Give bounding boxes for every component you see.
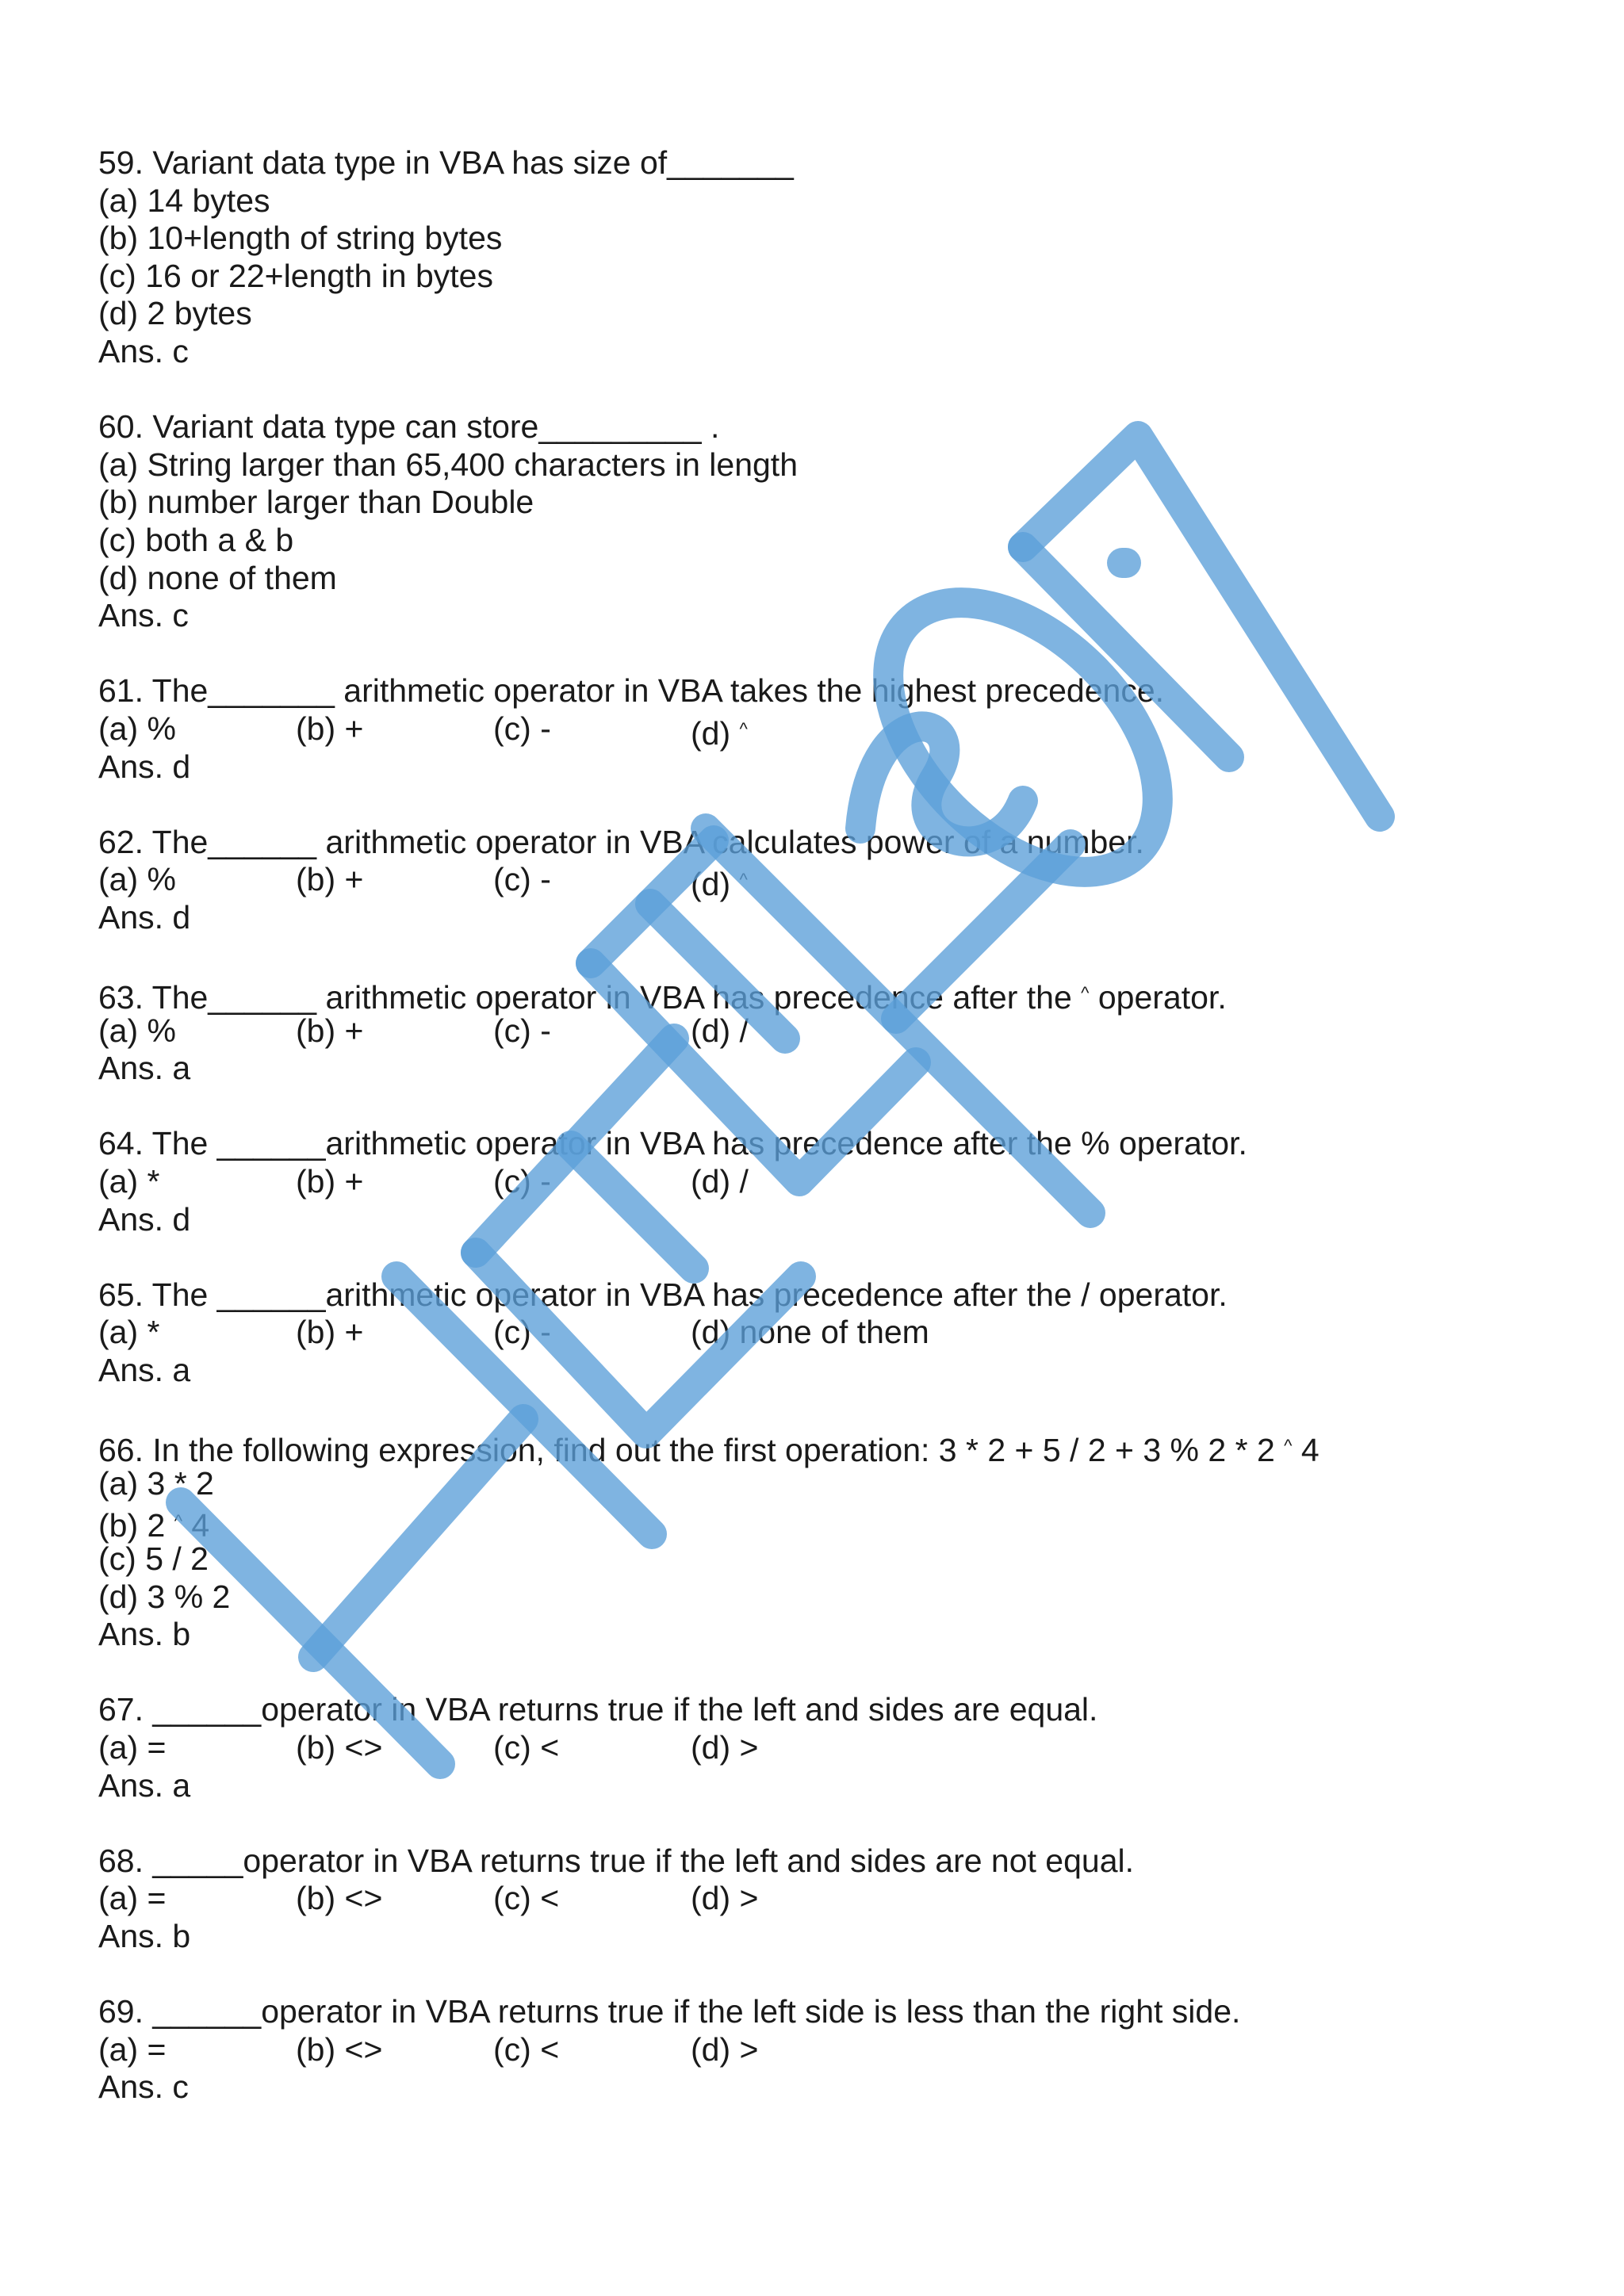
answer: Ans. b [98, 1616, 191, 1653]
answer: Ans. a [98, 1352, 191, 1388]
option: (b) + [296, 1163, 364, 1200]
question-block [98, 1843, 1526, 1956]
options-row [98, 1729, 1526, 1767]
option: (c) 5 / 2 [98, 1540, 209, 1577]
answer: Ans. c [98, 2068, 189, 2106]
option: (d) / [691, 1012, 749, 1049]
option: (c) - [493, 1314, 551, 1351]
answer: Ans. a [98, 1766, 191, 1804]
answer: Ans. a [98, 1050, 191, 1087]
option: (a) = [98, 1728, 167, 1766]
answer: Ans. d [98, 1200, 191, 1238]
option: (c) - [493, 710, 551, 747]
answer: Ans. b [98, 1917, 191, 1954]
question-text: 60. Variant data type can store_________ . [98, 408, 720, 446]
option: (b) + [296, 1012, 364, 1049]
option: (c) < [493, 1728, 560, 1766]
question-block [98, 672, 1526, 786]
question-list [98, 144, 1526, 2144]
option: (a) = [98, 1880, 167, 1917]
option: (c) - [493, 1012, 551, 1049]
question-text: 59. Variant data type in VBA has size of_______ [98, 144, 794, 181]
question-block [98, 824, 1526, 937]
option: (d) 2 bytes [98, 295, 252, 332]
option: (b) + [296, 1314, 364, 1351]
option: (a) 3 * 2 [98, 1464, 214, 1502]
option: (b) 10+length of string bytes [98, 220, 503, 257]
question-text: 61. The_______ arithmetic operator in VBA takes the highest precedence. [98, 672, 1165, 710]
question-block [98, 1125, 1526, 1238]
option: (d) > [691, 1880, 759, 1917]
option: (a) % [98, 1012, 176, 1049]
options-row [98, 710, 1526, 752]
question-text: 63. The______ arithmetic operator in VBA has precedence after the ^ operator. [98, 979, 1227, 1016]
options-row [98, 1012, 1526, 1050]
option: (a) * [98, 1314, 160, 1351]
options-row [98, 1880, 1526, 1918]
question-block [98, 1691, 1526, 1804]
options-row [98, 861, 1526, 903]
question-text: 68. _____operator in VBA returns true if the left and sides are not equal. [98, 1842, 1135, 1879]
option: (a) 14 bytes [98, 182, 270, 219]
option: (a) % [98, 861, 176, 898]
option: (d) none of them [98, 559, 337, 596]
option: (b) 2 ^ 4 [98, 1507, 210, 1544]
question-block [98, 1276, 1526, 1390]
option: (a) = [98, 2030, 167, 2068]
question-block [98, 974, 1526, 1088]
option: (b) number larger than Double [98, 484, 534, 521]
option: (b) + [296, 861, 364, 898]
question-block [98, 144, 1526, 371]
question-block [98, 1993, 1526, 2107]
question-text: 69. ______operator in VBA returns true if the left side is less than the right side. [98, 1993, 1241, 2030]
options-row [98, 1314, 1526, 1352]
option: (d) > [691, 1728, 759, 1766]
option: (d) none of them [691, 1314, 929, 1351]
option: (c) 16 or 22+length in bytes [98, 257, 493, 294]
question-text: 62. The______ arithmetic operator in VBA calculates power of a number. [98, 823, 1144, 860]
option: (a) String larger than 65,400 characters in length [98, 446, 799, 483]
question-block [98, 408, 1526, 635]
option: (d) ^ [691, 714, 748, 752]
option: (b) <> [296, 1880, 383, 1917]
question-text: 64. The ______arithmetic operator in VBA has precedence after the % operator. [98, 1125, 1247, 1162]
option: (a) * [98, 1163, 160, 1200]
option: (b) <> [296, 2030, 383, 2068]
question-text: 66. In the following expression, find out the first operation: 3 * 2 + 5 / 2 + 3 % 2 * 2 ^ 4 [98, 1432, 1320, 1469]
option: (c) < [493, 1880, 560, 1917]
options-row [98, 2031, 1526, 2069]
answer: Ans. d [98, 898, 191, 936]
option: (c) both a & b [98, 521, 294, 558]
option: (b) <> [296, 1728, 383, 1766]
answer: Ans. c [98, 332, 189, 369]
option: (d) ^ [691, 866, 748, 903]
answer: Ans. c [98, 597, 189, 634]
answer: Ans. d [98, 748, 191, 785]
option: (c) < [493, 2030, 560, 2068]
option: (d) > [691, 2030, 759, 2068]
question-text: 65. The ______arithmetic operator in VBA has precedence after the / operator. [98, 1276, 1228, 1313]
option: (c) - [493, 861, 551, 898]
option: (c) - [493, 1163, 551, 1200]
question-block [98, 1427, 1526, 1654]
option: (d) / [691, 1163, 749, 1200]
option: (a) % [98, 710, 176, 747]
question-text: 67. ______operator in VBA returns true if the left and sides are equal. [98, 1691, 1098, 1728]
option: (d) 3 % 2 [98, 1578, 231, 1615]
options-row [98, 1163, 1526, 1201]
option: (b) + [296, 710, 364, 747]
